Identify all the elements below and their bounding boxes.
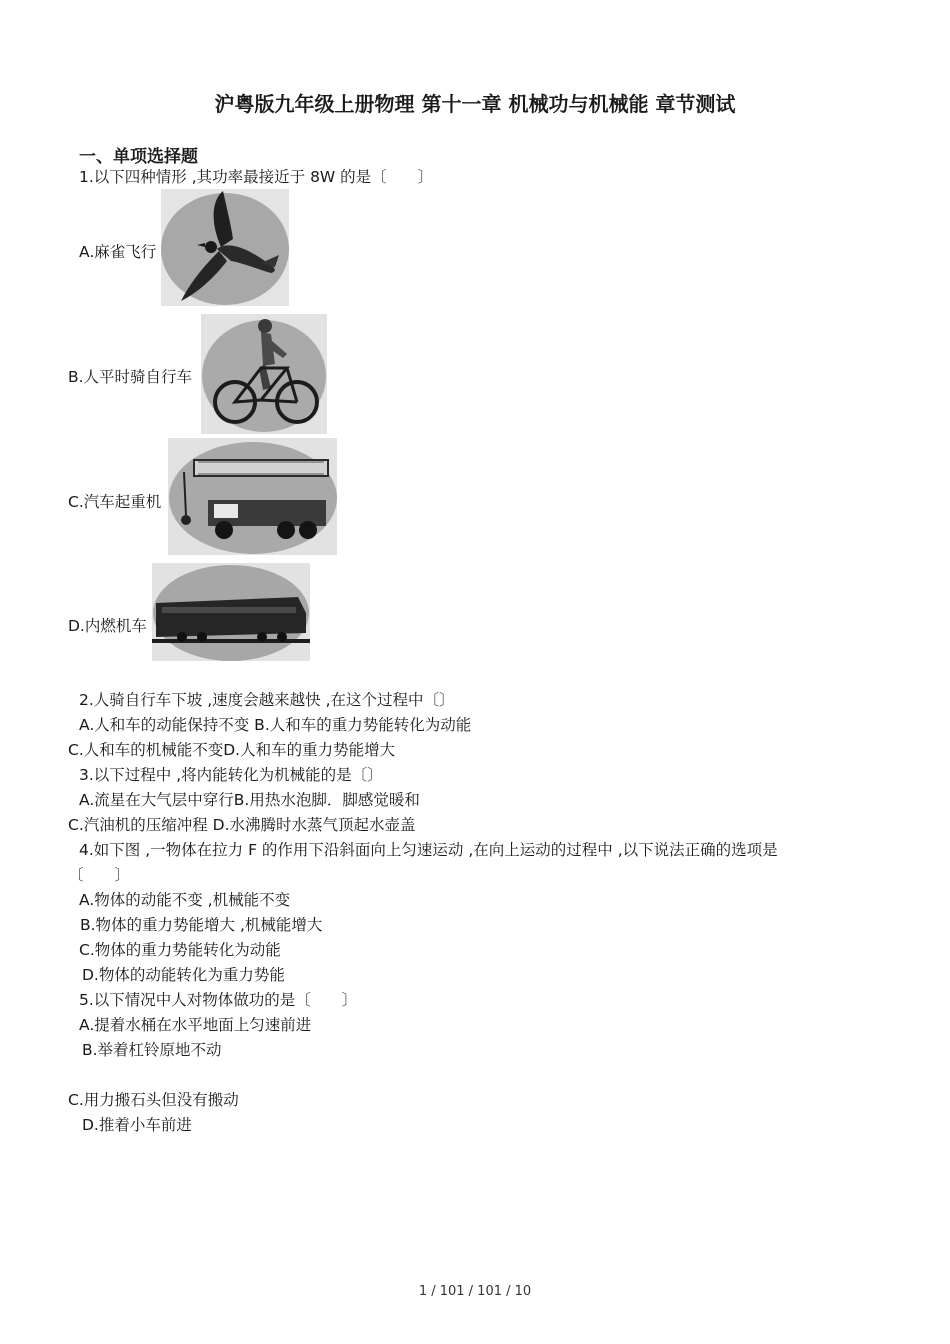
q1-stem: 1.以下四种情形 ,其功率最接近于 8W 的是〔 〕: [79, 168, 434, 186]
sparrow-icon: [161, 189, 289, 306]
q4-option-a: A.物体的动能不变 ,机械能不变: [79, 891, 291, 909]
page-number: 1 / 101 / 101 / 10: [418, 1284, 532, 1299]
bicycle-icon: [201, 314, 327, 434]
q4-option-c: C.物体的重力势能转化为动能: [79, 941, 281, 959]
q1-option-a: A.麻雀飞行: [79, 243, 157, 261]
q2-stem: 2.人骑自行车下坡 ,速度会越来越快 ,在这个过程中〔〕: [79, 691, 455, 709]
page-title: 沪粤版九年级上册物理 第十一章 机械功与机械能 章节测试: [214, 92, 736, 116]
section-heading: 一、单项选择题: [79, 147, 198, 167]
q1-option-d: D.内燃机车: [68, 617, 147, 635]
q5-option-c: C.用力搬石头但没有搬动: [68, 1091, 239, 1109]
q2-options-ab: A.人和车的动能保持不变 B.人和车的重力势能转化为动能: [79, 716, 472, 734]
locomotive-icon: [152, 563, 310, 661]
q5-stem: 5.以下情况中人对物体做功的是〔 〕: [79, 991, 358, 1009]
q4-option-b: B.物体的重力势能增大 ,机械能增大: [80, 916, 323, 934]
q5-option-a: A.提着水桶在水平地面上匀速前进: [79, 1016, 312, 1034]
q2-options-cd: C.人和车的机械能不变D.人和车的重力势能增大: [68, 741, 396, 759]
q3-options-cd: C.汽油机的压缩冲程 D.水沸腾时水蒸气顶起水壶盖: [68, 816, 416, 834]
q5-option-d: D.推着小车前进: [82, 1116, 192, 1134]
q5-option-b: B.举着杠铃原地不动: [82, 1041, 222, 1059]
crane-truck-icon: [168, 438, 337, 555]
q3-stem: 3.以下过程中 ,将内能转化为机械能的是〔〕: [79, 766, 383, 784]
q3-options-ab: A.流星在大气层中穿行B.用热水泡脚．脚感觉暖和: [79, 791, 420, 809]
q1-option-b: B.人平时骑自行车: [68, 368, 193, 386]
q1-option-c: C.汽车起重机: [68, 493, 162, 511]
q4-option-d: D.物体的动能转化为重力势能: [82, 966, 285, 984]
q4-answer-bracket: 〔 〕: [68, 866, 131, 884]
q4-stem: 4.如下图 ,一物体在拉力 F 的作用下沿斜面向上匀速运动 ,在向上运动的过程中 ,以下说法正确的选项是: [79, 841, 778, 859]
